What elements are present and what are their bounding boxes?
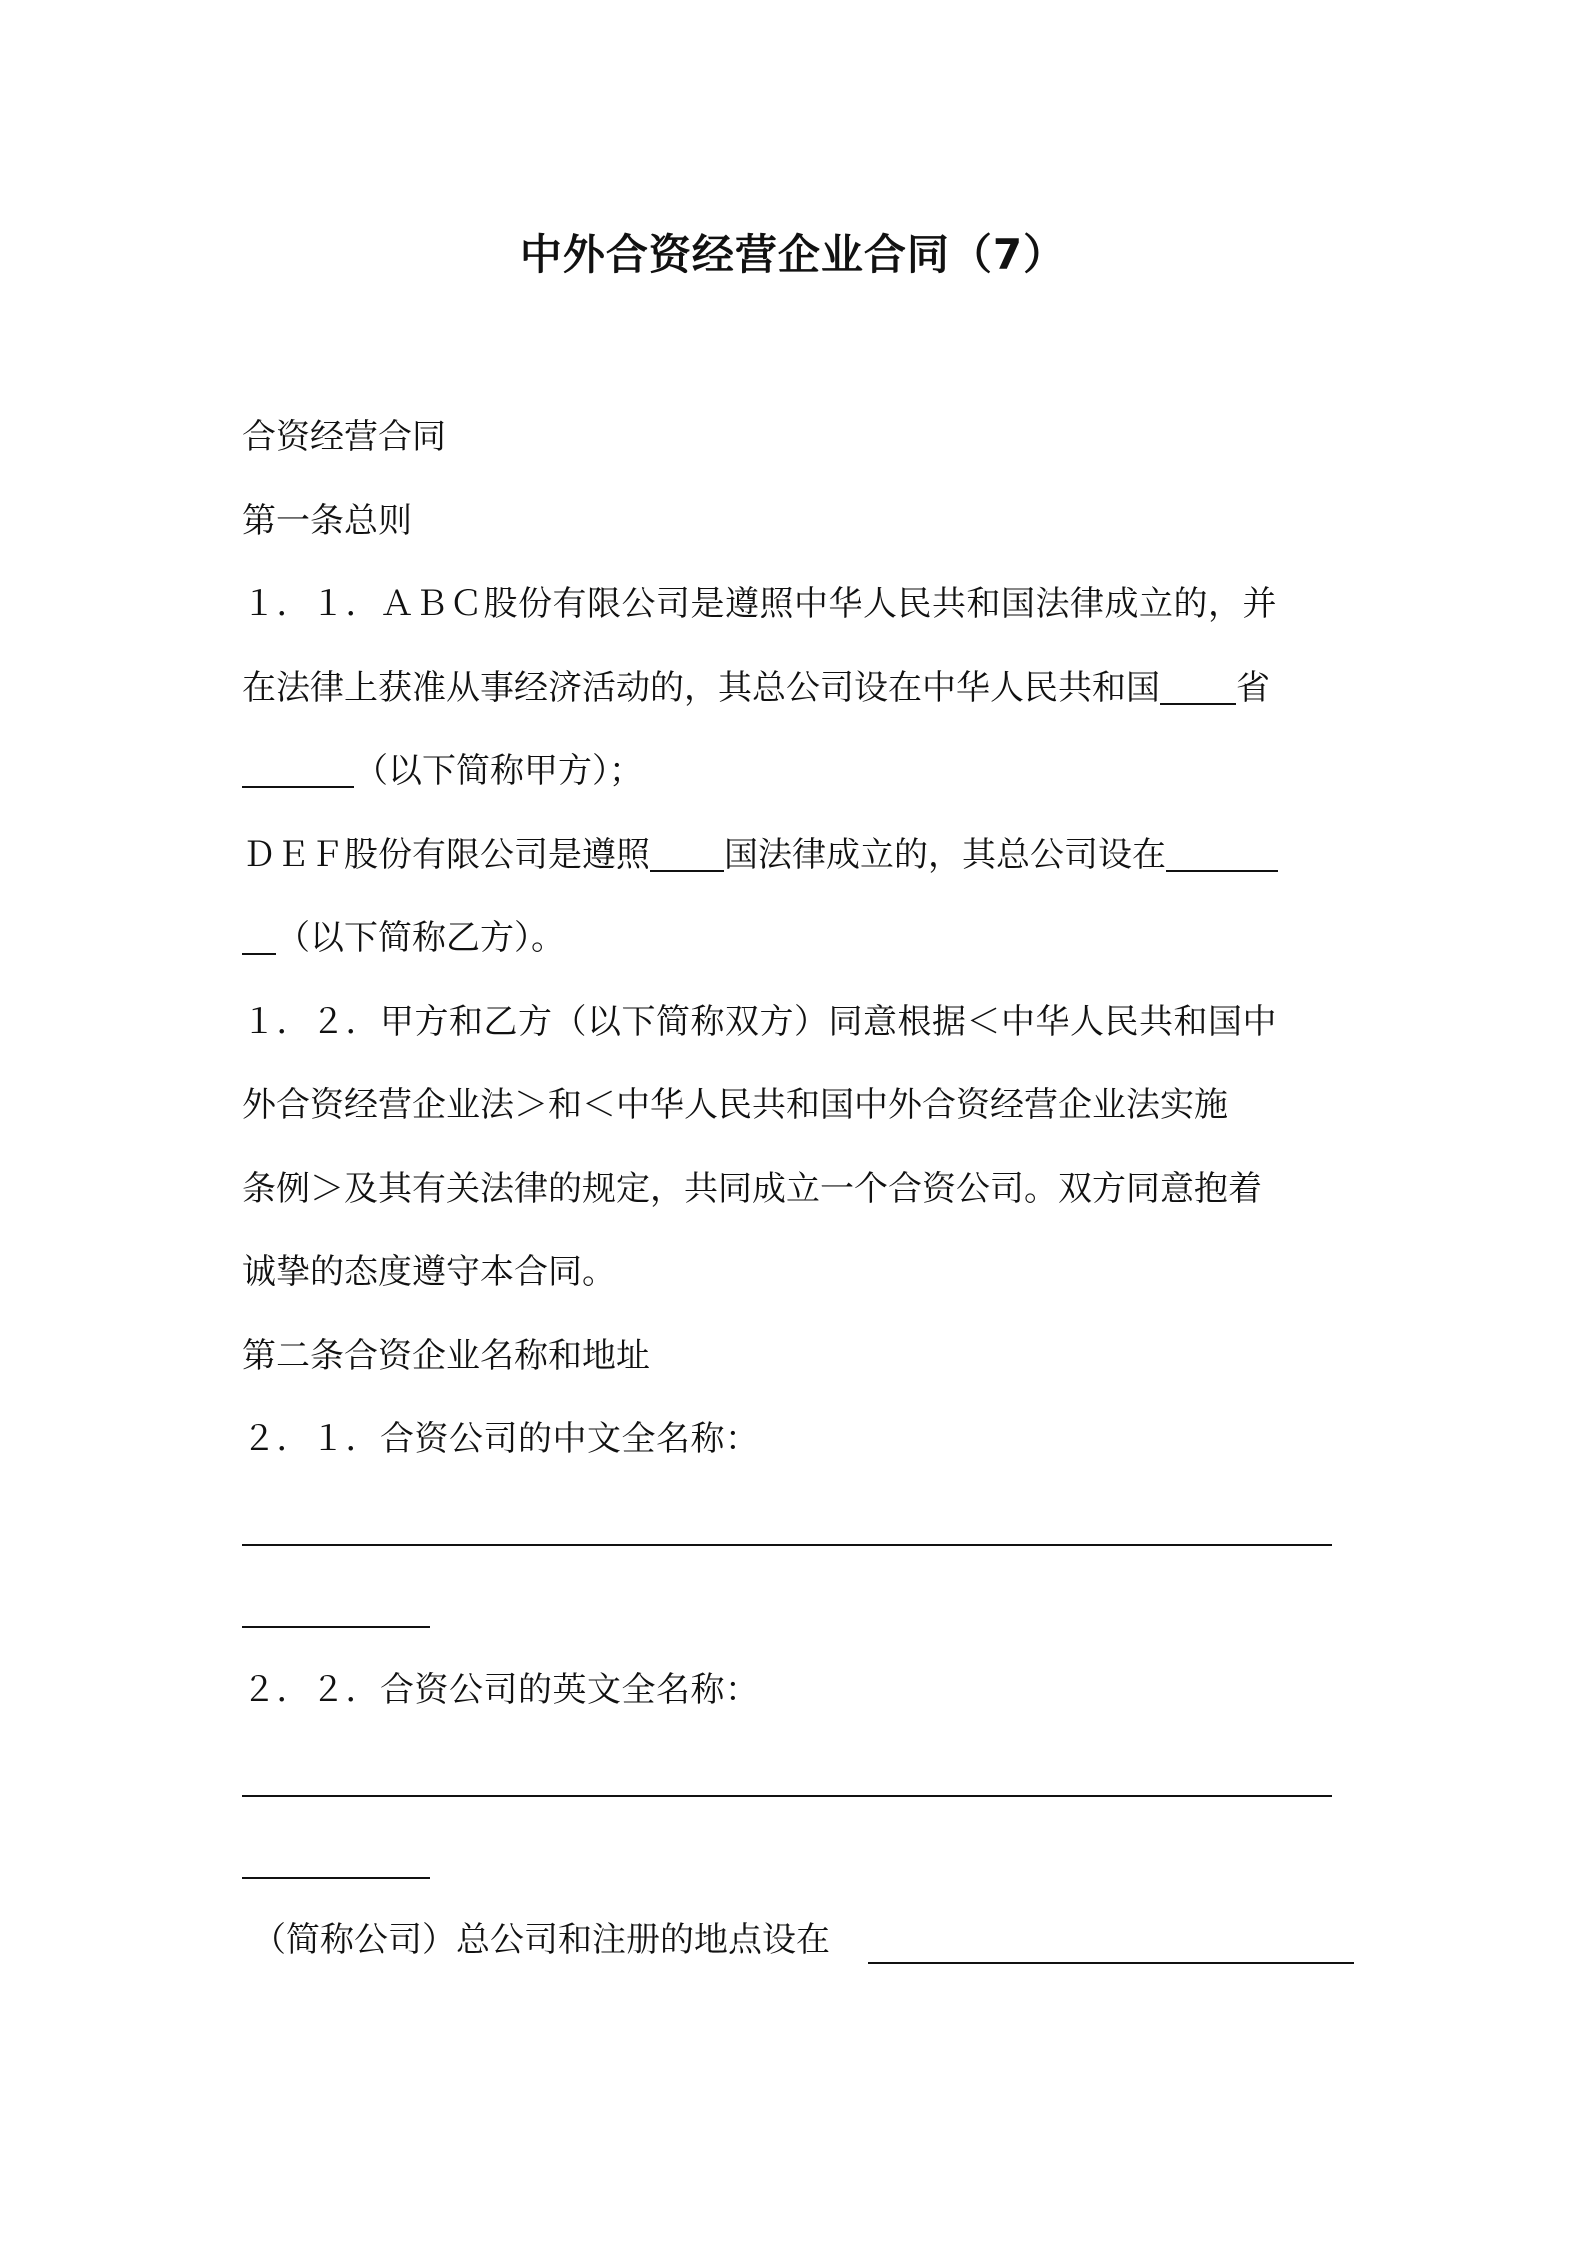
article-1-1-line-3	[242, 749, 643, 793]
article-1-2-line-1: １．２．甲方和乙方（以下简称双方）同意根据＜中华人民共和国中	[242, 1002, 1277, 1042]
article-1-heading: 第一条总则	[242, 501, 412, 541]
province-blank	[1160, 669, 1236, 705]
article-2-2: ２．２．合资公司的英文全名称：	[242, 1670, 760, 1710]
contract-heading: 合资经营合同	[242, 417, 446, 457]
article-1-2-line-3: 条例＞及其有关法律的规定，共同成立一个合资公司。双方同意抱着	[242, 1169, 1262, 1209]
chinese-name-blank	[242, 1544, 1332, 1546]
registered-address-line	[252, 1918, 830, 1962]
city-blank	[242, 752, 354, 788]
article-1-1-line-2-text: 在法律上获准从事经济活动的，其总公司设在中华人民共和国	[242, 668, 1160, 708]
party-b-address-blank-cont	[242, 919, 276, 955]
article-1-1-line-2	[242, 666, 1270, 710]
party-b-line-1-text-a: ＤＥＦ股份有限公司是遵照	[242, 835, 650, 875]
party-b-line-1-text-b: 国法律成立的，其总公司设在	[724, 835, 1166, 875]
english-name-blank-cont	[242, 1877, 430, 1879]
english-name-blank	[242, 1795, 1332, 1797]
party-b-line-1	[242, 833, 1278, 877]
party-b-line-2	[242, 916, 565, 960]
article-2-1: ２．１．合资公司的中文全名称：	[242, 1419, 760, 1459]
article-2-heading: 第二条合资企业名称和地址	[242, 1336, 650, 1376]
article-1-2-line-2: 外合资经营企业法＞和＜中华人民共和国中外合资经营企业法实施	[242, 1085, 1228, 1125]
party-b-line-2-text: （以下简称乙方）。	[276, 918, 565, 958]
document-title: 中外合资经营企业合同（7）	[519, 230, 1067, 279]
article-1-1-line-1: １．１．ＡＢＣ股份有限公司是遵照中华人民共和国法律成立的，并	[242, 584, 1277, 624]
registered-address-text: （简称公司）总公司和注册的地点设在	[252, 1920, 830, 1960]
article-1-1-line-2-tail: 省	[1236, 668, 1270, 708]
country-blank	[650, 836, 724, 872]
article-1-2-line-4: 诚挚的态度遵守本合同。	[242, 1252, 616, 1292]
party-b-address-blank	[1166, 836, 1278, 872]
article-1-1-line-3-text: （以下简称甲方）；	[354, 751, 643, 791]
chinese-name-blank-cont	[242, 1626, 430, 1628]
registered-address-blank	[868, 1962, 1354, 1964]
